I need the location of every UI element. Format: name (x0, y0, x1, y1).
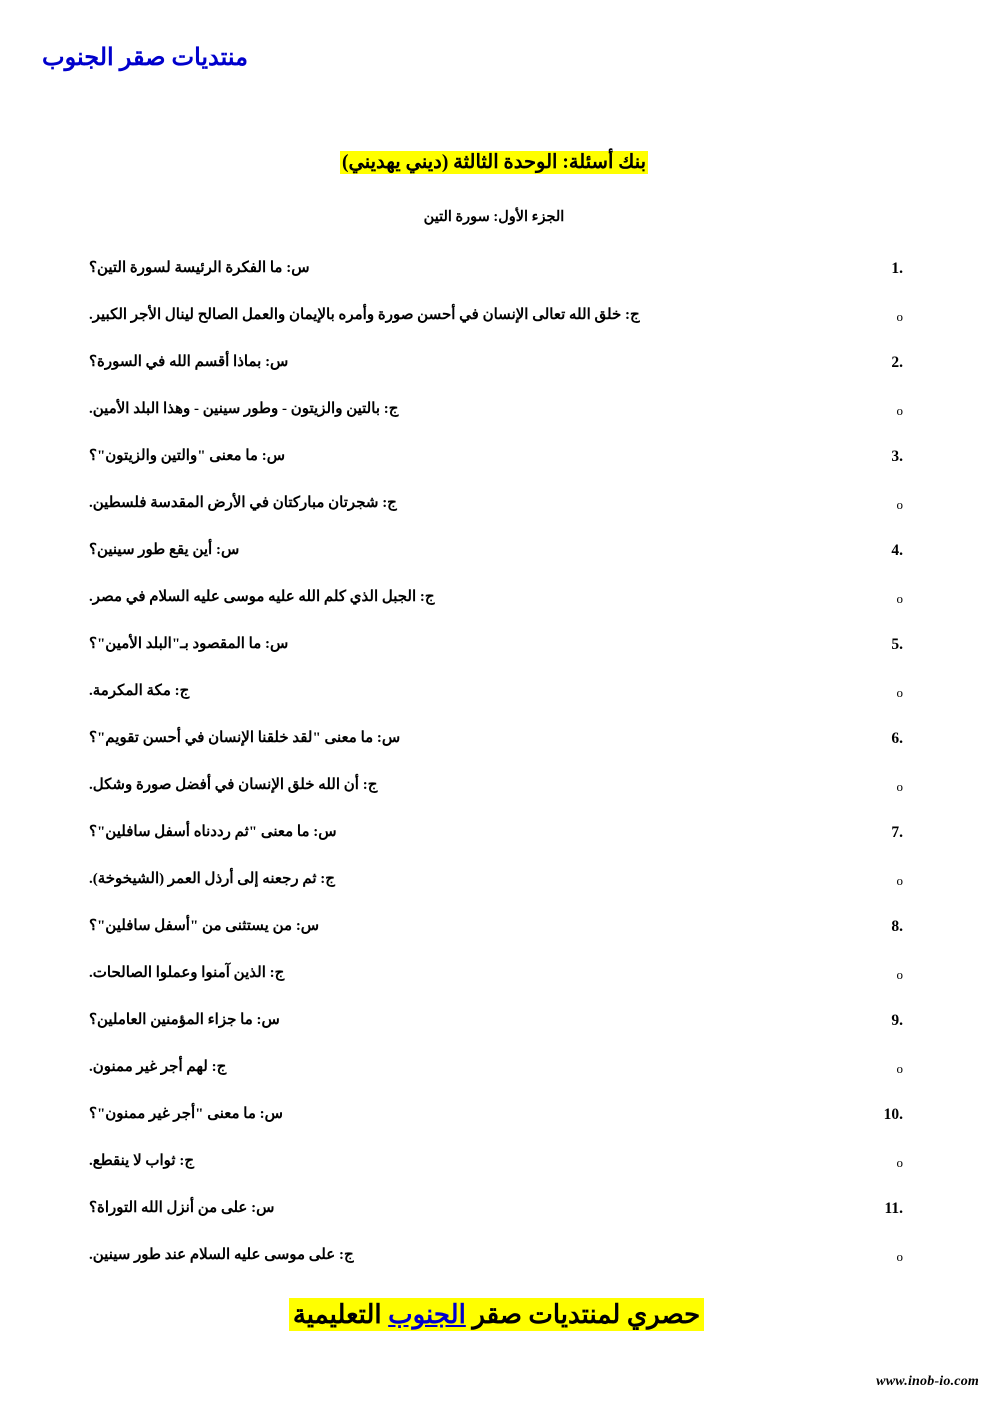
answer-row (85, 950, 903, 998)
question-row (85, 246, 903, 292)
forum-link[interactable]: الجنوب (388, 1300, 466, 1329)
question-text: س: ما الفكرة الرئيسة لسورة التين؟ (89, 259, 310, 276)
question-row (85, 528, 903, 574)
question-text: س: ما جزاء المؤمنين العاملين؟ (89, 1011, 280, 1028)
answer-text: ج: ثم رجعنه إلى أرذل العمر (الشيخوخة). (89, 870, 335, 887)
answer-text: ج: مكة المكرمة. (89, 682, 190, 699)
question-row (85, 622, 903, 668)
qa-item (85, 340, 903, 434)
answer-row (85, 574, 903, 622)
answer-bullet-icon: o (896, 591, 903, 607)
footer-banner (0, 1296, 993, 1334)
answer-text: ج: أن الله خلق الإنسان في أفضل صورة وشكل. (89, 776, 378, 793)
qa-item (85, 1092, 903, 1186)
question-number: 4. (891, 541, 903, 559)
answer-bullet-icon: o (896, 873, 903, 889)
question-number: 6. (891, 729, 903, 747)
answer-text: ج: الجبل الذي كلم الله عليه موسى عليه السلام في مصر. (89, 588, 435, 605)
question-number: 8. (891, 917, 903, 935)
answer-bullet-icon: o (896, 1249, 903, 1265)
question-row (85, 716, 903, 762)
question-number: 10. (883, 1105, 903, 1123)
question-text: س: ما المقصود بـ"البلد الأمين"؟ (89, 635, 289, 652)
answer-text: ج: شجرتان مباركتان في الأرض المقدسة فلسطين. (89, 494, 397, 511)
answer-bullet-icon: o (896, 779, 903, 795)
question-row (85, 1092, 903, 1138)
question-number: 7. (891, 823, 903, 841)
qa-item (85, 246, 903, 340)
answer-row (85, 668, 903, 716)
answer-text: ج: خلق الله تعالى الإنسان في أحسن صورة وأمره بالإيمان والعمل الصالح لينال الأجر الكبير. (89, 306, 640, 323)
document-body (0, 148, 993, 1280)
question-text: س: ما معنى "والتين والزيتون"؟ (89, 447, 286, 464)
question-number: 2. (891, 353, 903, 371)
footer-text-after: التعليمية (292, 1300, 389, 1329)
answer-bullet-icon: o (896, 309, 903, 325)
answer-text: ج: ثواب لا ينقطع. (89, 1152, 195, 1169)
question-row (85, 340, 903, 386)
question-text: س: ما معنى "لقد خلقنا الإنسان في أحسن تقويم"؟ (89, 729, 401, 746)
footer-text-before: حصري لمنتديات صقر (465, 1300, 701, 1329)
question-answer-list (85, 246, 903, 1280)
qa-item (85, 998, 903, 1092)
section-label: الجزء الأول: سورة التين (423, 209, 565, 226)
question-number: 9. (891, 1011, 903, 1029)
question-text: س: بماذا أقسم الله في السورة؟ (89, 353, 289, 370)
question-text: س: من يستثنى من "أسفل سافلين"؟ (89, 917, 320, 934)
answer-row (85, 856, 903, 904)
qa-item (85, 528, 903, 622)
question-row (85, 434, 903, 480)
question-row (85, 904, 903, 950)
question-text: س: ما معنى "أجر غير ممنون"؟ (89, 1105, 283, 1122)
answer-bullet-icon: o (896, 967, 903, 983)
qa-item (85, 434, 903, 528)
answer-bullet-icon: o (896, 497, 903, 513)
footer-text (289, 1298, 704, 1331)
answer-row (85, 1044, 903, 1092)
question-number: 11. (884, 1199, 903, 1217)
answer-text: ج: الذين آمنوا وعملوا الصالحات. (89, 964, 285, 981)
answer-row (85, 292, 903, 340)
answer-row (85, 480, 903, 528)
forum-name-header: منتديات صقر الجنوب (42, 45, 248, 71)
question-text: س: ما معنى "ثم رددناه أسفل سافلين"؟ (89, 823, 337, 840)
question-row (85, 998, 903, 1044)
answer-row (85, 762, 903, 810)
qa-item (85, 1186, 903, 1280)
answer-bullet-icon: o (896, 685, 903, 701)
answer-row (85, 1232, 903, 1280)
question-number: 5. (891, 635, 903, 653)
question-text: س: أين يقع طور سينين؟ (89, 541, 240, 558)
answer-text: ج: على موسى عليه السلام عند طور سينين. (89, 1246, 354, 1263)
answer-row (85, 386, 903, 434)
answer-bullet-icon: o (896, 1061, 903, 1077)
page-title: بنك أسئلة: الوحدة الثالثة (ديني يهديني) (341, 152, 647, 173)
answer-bullet-icon: o (896, 1155, 903, 1171)
question-number: 1. (891, 259, 903, 277)
question-row (85, 1186, 903, 1232)
qa-item (85, 810, 903, 904)
site-url: www.inob-io.com (876, 1374, 979, 1389)
question-text: س: على من أنزل الله التوراة؟ (89, 1199, 275, 1216)
question-number: 3. (891, 447, 903, 465)
answer-bullet-icon: o (896, 403, 903, 419)
qa-item (85, 622, 903, 716)
question-row (85, 810, 903, 856)
answer-text: ج: لهم أجر غير ممنون. (89, 1058, 227, 1075)
answer-row (85, 1138, 903, 1186)
qa-item (85, 904, 903, 998)
qa-item (85, 716, 903, 810)
answer-text: ج: بالتين والزيتون - وطور سينين - وهذا البلد الأمين. (89, 400, 399, 417)
document-title-row (85, 148, 903, 177)
